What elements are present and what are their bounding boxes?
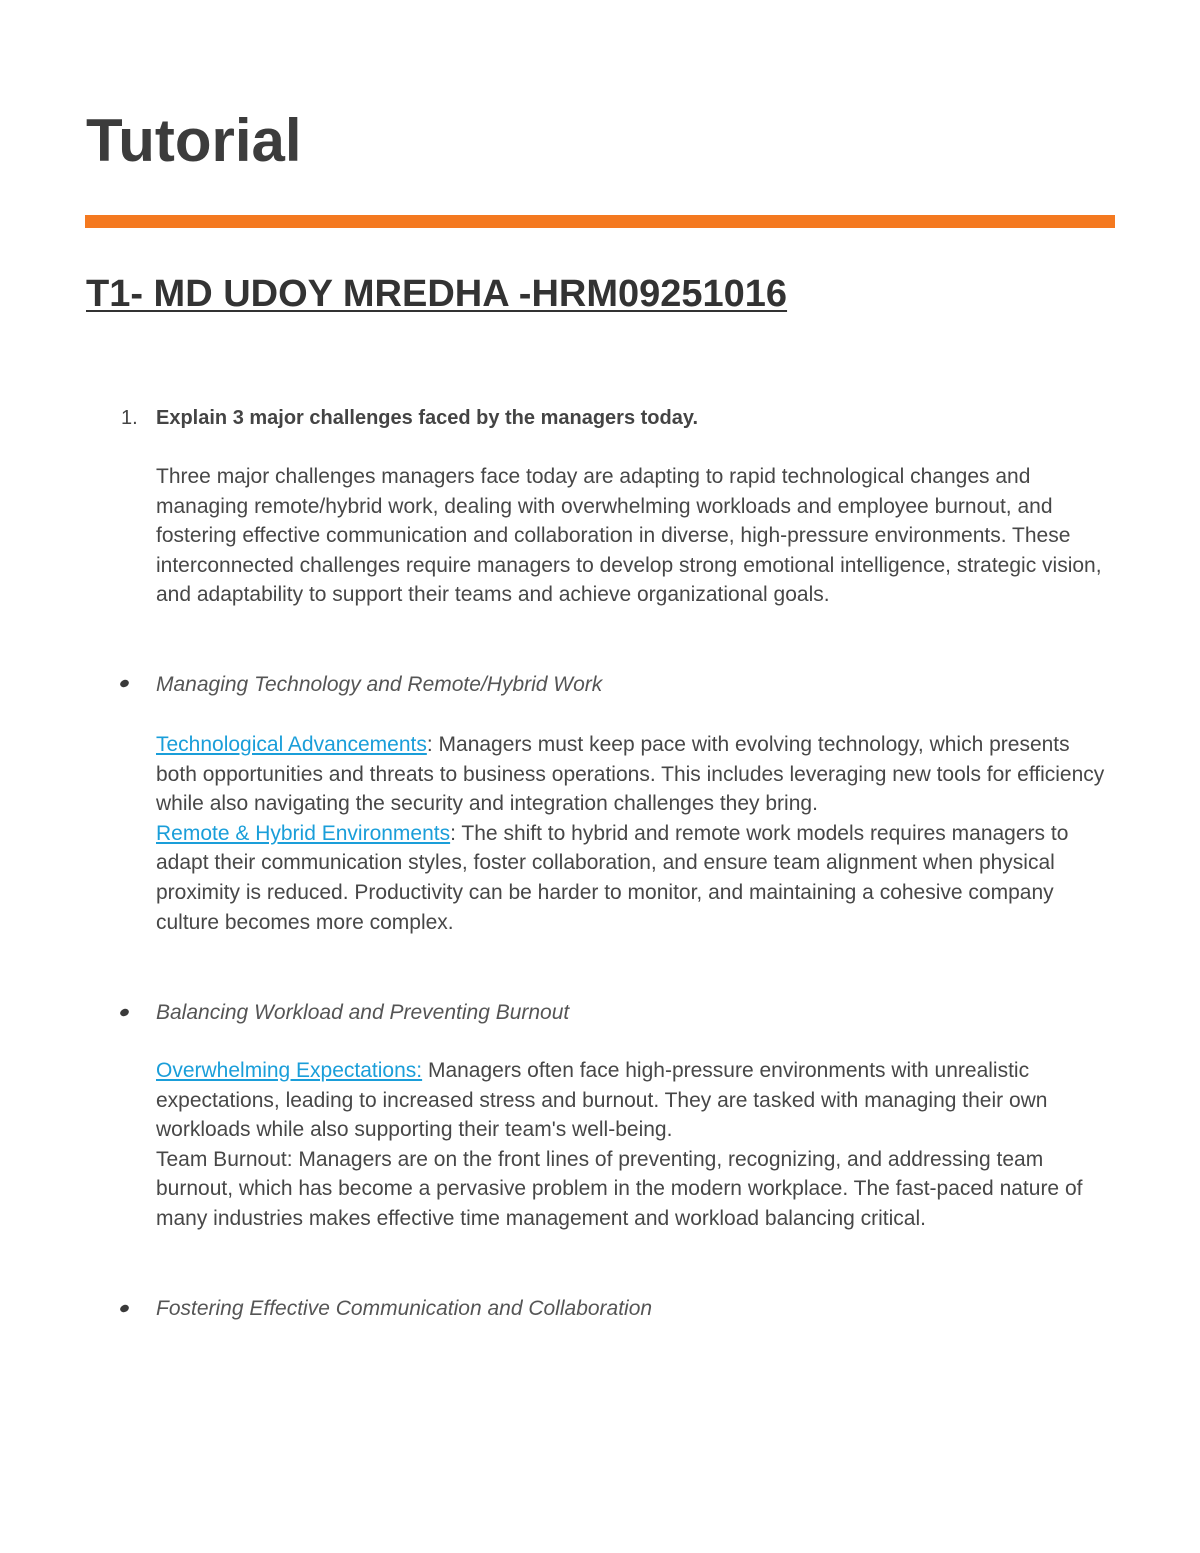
- section-heading-communication: Fostering Effective Communication and Collaboration: [156, 1297, 653, 1320]
- label-separator: :: [450, 821, 456, 845]
- question-text: Explain 3 major challenges faced by the managers today.: [156, 407, 699, 429]
- item-text: Managers often face high-pressure environments with unrealistic expectations, leading to increased stress and burnout. They are tasked with managing their own workloads while also supporting their team's well-being.: [156, 1059, 1048, 1142]
- section-heading-technology: Managing Technology and Remote/Hybrid Work: [156, 673, 603, 696]
- link-overwhelming-expectations[interactable]: Overwhelming Expectations:: [156, 1059, 423, 1082]
- page-title: Tutorial: [86, 107, 302, 174]
- bullet-icon: [119, 678, 130, 688]
- link-technological-advancements[interactable]: Technological Advancements: [156, 733, 427, 756]
- section-heading-burnout: Balancing Workload and Preventing Burnout: [156, 1001, 570, 1024]
- label-separator: :: [426, 733, 433, 756]
- item-text: Managers must keep pace with evolving technology, which presents both opportunities and threats to business operations. This includes leveraging new tools for efficiency while also navigating the security and integration challenges they bring.: [156, 733, 1105, 816]
- bullet-icon: [119, 1303, 130, 1313]
- section-body-technology: [156, 730, 1116, 937]
- item-text-team-burnout: Team Burnout: Managers are on the front lines of preventing, recognizing, and addressing team burnout, which has become a pervasive problem in the modern workplace. The fast-paced nature of many industries makes effective time management and workload balancing critical.: [156, 1147, 1083, 1230]
- question-number: 1.: [121, 407, 138, 429]
- page-subtitle: T1- MD UDOY MREDHA -HRM09251016: [86, 273, 788, 315]
- bullet-icon: [119, 1007, 130, 1017]
- title-divider: [85, 215, 1115, 228]
- item-text: The shift to hybrid and remote work models requires managers to adapt their communication styles, foster collaboration, and ensure team alignment when physical proximity is reduced. Productivity can be harder to monitor, and maintaining a cohesive company culture becomes more complex.: [156, 821, 1069, 934]
- section-body-burnout: [156, 1056, 1116, 1234]
- intro-paragraph: Three major challenges managers face today are adapting to rapid technological changes and managing remote/hybrid work, dealing with overwhelming workloads and employee burnout, and fostering effective communication and collaboration in diverse, high-pressure environments. These interconnected challenges require managers to develop strong emotional intelligence, strategic vision, and adaptability to support their teams and achieve organizational goals.: [156, 465, 1102, 607]
- link-remote-hybrid-environments[interactable]: Remote & Hybrid Environments: [156, 821, 451, 845]
